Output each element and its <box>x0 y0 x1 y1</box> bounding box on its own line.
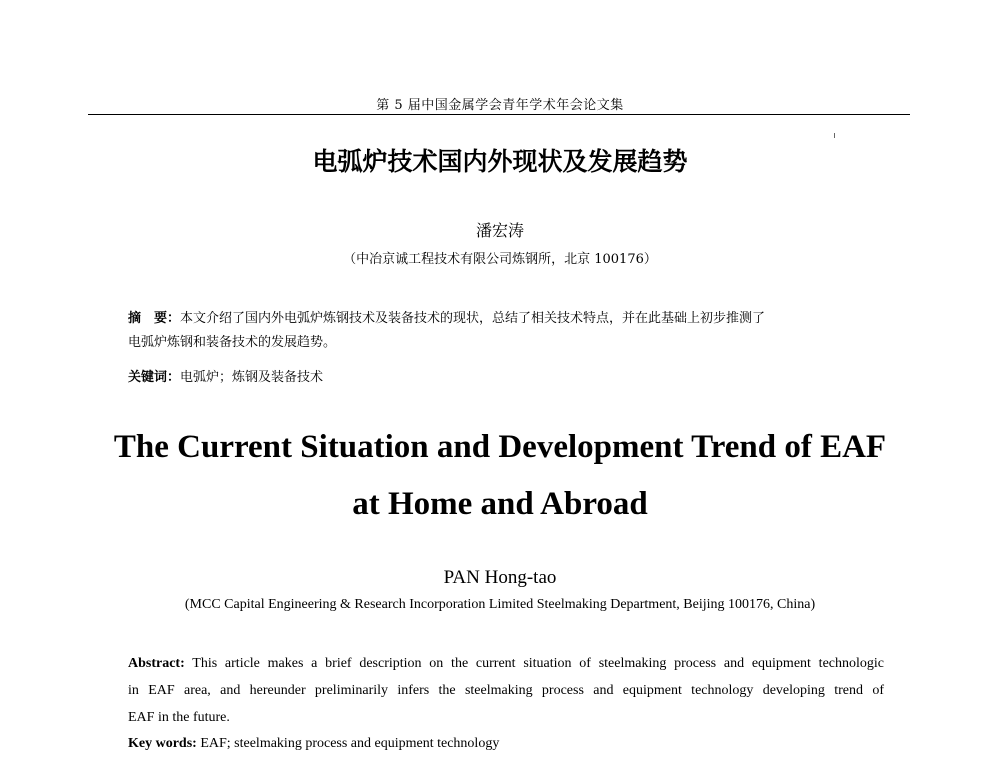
title-chinese: 电弧炉技术国内外现状及发展趋势 <box>312 147 688 176</box>
abstract-english-label: Abstract: <box>128 656 185 671</box>
keywords-english-text: EAF; steelmaking process and equipment technology <box>200 736 500 751</box>
author-english: PAN Hong-tao <box>443 567 557 588</box>
keywords-chinese-text: 电弧炉；炼钢及装备技术 <box>180 370 324 385</box>
affiliation-english: (MCC Capital Engineering & Research Incorporation Limited Steelmaking Department, Beijing 100176, China) <box>184 597 816 612</box>
keywords-chinese <box>128 366 898 385</box>
abstract-english-line-2: in EAF area, and hereunder preliminarily infers the steelmaking process and equipment technology developing trend of <box>128 683 884 698</box>
abstract-english-line-3: EAF in the future. <box>128 710 230 725</box>
title-english-line-2: at Home and Abroad <box>352 486 648 522</box>
scan-speck <box>834 133 835 138</box>
running-header: 第 5 届中国金属学会青年学术年会论文集 <box>376 98 624 113</box>
abstract-english-text-1: This article makes a brief description on the current situation of steelmaking process and equipment technologic <box>192 656 884 671</box>
affiliation-chinese: （中冶京诚工程技术有限公司炼钢所，北京 100176） <box>343 252 657 267</box>
abstract-chinese-line-1 <box>128 307 898 331</box>
abstract-english-line-1 <box>128 650 884 677</box>
abstract-chinese-line-2: 电弧炉炼钢和装备技术的发展趋势。 <box>128 335 337 350</box>
abstract-english <box>128 650 884 731</box>
abstract-chinese-text-1: 本文介绍了国内外电弧炉炼钢技术及装备技术的现状，总结了相关技术特点，并在此基础上初步推测了 <box>180 311 766 326</box>
author-chinese: 潘宏涛 <box>475 221 524 240</box>
keywords-english-label: Key words: <box>128 736 197 751</box>
keywords-english <box>128 736 884 752</box>
keywords-chinese-label: 关键词： <box>128 370 181 385</box>
abstract-chinese-label: 摘 要： <box>128 311 181 326</box>
abstract-chinese <box>128 307 898 355</box>
header-rule <box>88 114 910 115</box>
title-english-line-1: The Current Situation and Development Trend of EAF <box>113 429 887 465</box>
